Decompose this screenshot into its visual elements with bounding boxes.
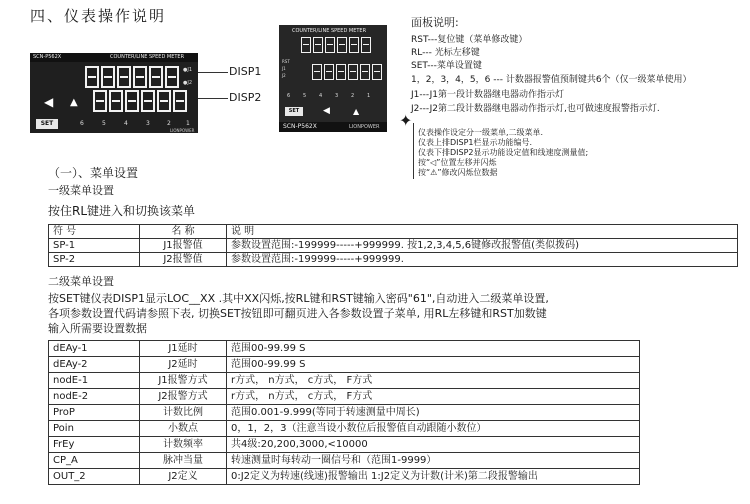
panel-line-set: SET---菜单设置键 [411,61,482,71]
key-3[interactable]: 3 [146,120,150,127]
panel-line-j1: J1---J1第一段计数器继电器动作指示灯 [411,90,565,100]
disp2-digits [93,90,187,112]
table2-cell-code: OUT_2 [49,469,140,485]
table2-cell-desc: 0:J2定义为转速(线速)报警输出 1:J2定义为计数(计米)第二段报警输出 [227,469,640,485]
j2-indicator: ●J2 [183,80,193,86]
table-row [49,239,738,253]
level1-heading: 一级菜单设置 [48,184,114,197]
table2-cell-code: ProP [49,405,140,421]
star-marker-icon: ✦ [399,111,413,130]
disp1-digits [85,66,179,88]
table2-cell-name: J2延时 [140,357,227,373]
table2-cell-desc: 转速测量时每转动一圈信号和（范围1-9999） [227,453,640,469]
table2-cell-code: nodE-1 [49,373,140,389]
meter2-modify-icon[interactable]: ▲ [353,107,360,116]
meter-front-panel-2 [279,25,387,132]
table2-cell-name: 计数频率 [140,437,227,453]
table1-cell-name: J2报警值 [140,253,227,267]
level2-line-2: 各项参数设置代码请参照下表, 切换SET按钮即可翻页进入各参数设置子菜单, 用RL左移键和RST加数键 [48,307,547,320]
table2-cell-code: nodE-2 [49,389,140,405]
table2-cell-desc: 范围0.001-9.999(等同于转速测量中周长) [227,405,640,421]
meter2-disp2-digits [312,64,382,80]
table1-cell-symbol: SP-1 [49,239,140,253]
disp2-leader [198,98,228,99]
meter2-key-1[interactable]: 1 [367,93,371,99]
left-shift-key-icon[interactable]: ◀ [44,95,54,109]
meter2-left-shift-icon[interactable]: ◀ [323,106,330,116]
meter2-title: COUNTER/LINE SPEED METER [292,28,367,34]
note-line-2: 仪表上排DISP1栏显示功能编号. [418,138,533,147]
disp1-label: DISP1 [229,65,262,78]
table-row [49,373,640,389]
key-1[interactable]: 1 [186,120,190,127]
table2-cell-code: dEAy-1 [49,341,140,357]
meter1-brand: LIONPOWER [170,128,195,133]
meter-front-panel-1 [30,53,198,133]
key-5[interactable]: 5 [102,120,106,127]
note-line-3: 仪表下排DISP2显示功能设定值和线速度测量值; [418,148,589,157]
level1-instruction: 按住RL键进入和切换该菜单 [48,204,196,218]
table-row [49,253,738,267]
table2-cell-code: CP_A [49,453,140,469]
note-line-1: 仪表操作设定分一级菜单,二级菜单. [418,128,544,137]
disp2-label: DISP2 [229,91,262,104]
table-row [49,453,640,469]
table1-header-desc: 说 明 [227,225,738,239]
table-row [49,405,640,421]
table1-cell-symbol: SP-2 [49,253,140,267]
key-4[interactable]: 4 [124,120,128,127]
meter2-disp1-digits [301,37,371,53]
j1-indicator: ●J1 [183,67,193,73]
table2-cell-name: 脉冲当量 [140,453,227,469]
notes-bracket [413,123,414,179]
meter2-model: SCN-P562X [283,123,317,130]
meter2-rst-indicator: RST [282,59,290,64]
table2-cell-name: J1报警方式 [140,373,227,389]
table-row [49,469,640,485]
panel-line-rl: RL--- 光标左移键 [411,48,480,58]
table2-cell-code: dEAy-2 [49,357,140,373]
note-line-4: 按“◁”位置左移并闪烁 [418,158,497,167]
table-row [49,341,640,357]
panel-title: 面板说明: [411,16,459,29]
meter2-key-4[interactable]: 4 [319,93,323,99]
table2-cell-desc: r方式， n方式， c方式， F方式 [227,373,640,389]
meter1-model: SCN-P562X [33,54,62,60]
table2-cell-name: J2报警方式 [140,389,227,405]
disp1-leader [198,72,228,73]
panel-line-keys: 1，2，3，4，5，6 --- 计数器报警值预制键共6个（仅一级菜单使用） [411,75,692,85]
table2-cell-name: J2定义 [140,469,227,485]
table-row [49,437,640,453]
meter2-brand: LIONPOWER [349,124,380,130]
meter1-header [30,53,198,62]
panel-line-rst: RST---复位键（菜单修改键） [411,35,528,45]
menu-heading: （一）、菜单设置 [48,166,139,180]
meter2-key-3[interactable]: 3 [335,93,339,99]
meter2-key-2[interactable]: 2 [351,93,355,99]
table2-cell-desc: 范围00-99.99 S [227,341,640,357]
table2-cell-desc: 共4级:20,200,3000,<10000 [227,437,640,453]
meter2-j1-indicator: J1 [282,66,286,71]
level2-line-1: 按SET键仪表DISP1显示LOC__XX .其中XX闪烁,按RL键和RST键输入密码"61",自动进入二级菜单设置, [48,292,549,305]
table2-cell-desc: 范围00-99.99 S [227,357,640,373]
table2-cell-code: Poin [49,421,140,437]
table2-cell-desc: 0，1，2，3（注意当设小数位后报警值自动跟随小数位） [227,421,640,437]
table2-cell-name: J1延时 [140,341,227,357]
meter2-set-key[interactable]: SET [285,107,303,116]
table-row [49,421,640,437]
table1-cell-name: J1报警值 [140,239,227,253]
panel-line-j2: J2---J2第二段计数器继电器动作指示灯,也可做速度报警指示灯. [411,104,660,114]
key-2[interactable]: 2 [167,120,171,127]
meter2-key-6[interactable]: 6 [287,93,291,99]
table-row [49,357,640,373]
table2-cell-code: FrEy [49,437,140,453]
level2-table [48,340,640,485]
table2-cell-desc: r方式， n方式， c方式， F方式 [227,389,640,405]
modify-key-icon[interactable]: ▲ [70,97,78,108]
level2-line-3: 输入所需要设置数据 [48,322,147,335]
table1-header-symbol: 符 号 [49,225,140,239]
meter2-key-5[interactable]: 5 [303,93,307,99]
table1-header-row [49,225,738,239]
table2-cell-name: 小数点 [140,421,227,437]
table1-header-name: 名 称 [140,225,227,239]
level1-table [48,224,738,267]
meter2-j2-indicator: J2 [282,73,286,78]
note-line-5: 按“⚠”修改闪烁位数据 [418,168,498,177]
table1-cell-desc: 参数设置范围:-199999-----+999999. 按1,2,3,4,5,6键修改报警值(类似拨码) [227,239,738,253]
meter1-title: COUNTER/LINE SPEED METER [110,54,185,60]
level2-heading: 二级菜单设置 [48,275,114,288]
set-key[interactable]: SET [36,119,58,129]
section-title: 四、仪表操作说明 [30,7,167,25]
table2-cell-name: 计数比例 [140,405,227,421]
table1-cell-desc: 参数设置范围:-199999-----+999999. [227,253,738,267]
key-6[interactable]: 6 [80,120,84,127]
table-row [49,389,640,405]
